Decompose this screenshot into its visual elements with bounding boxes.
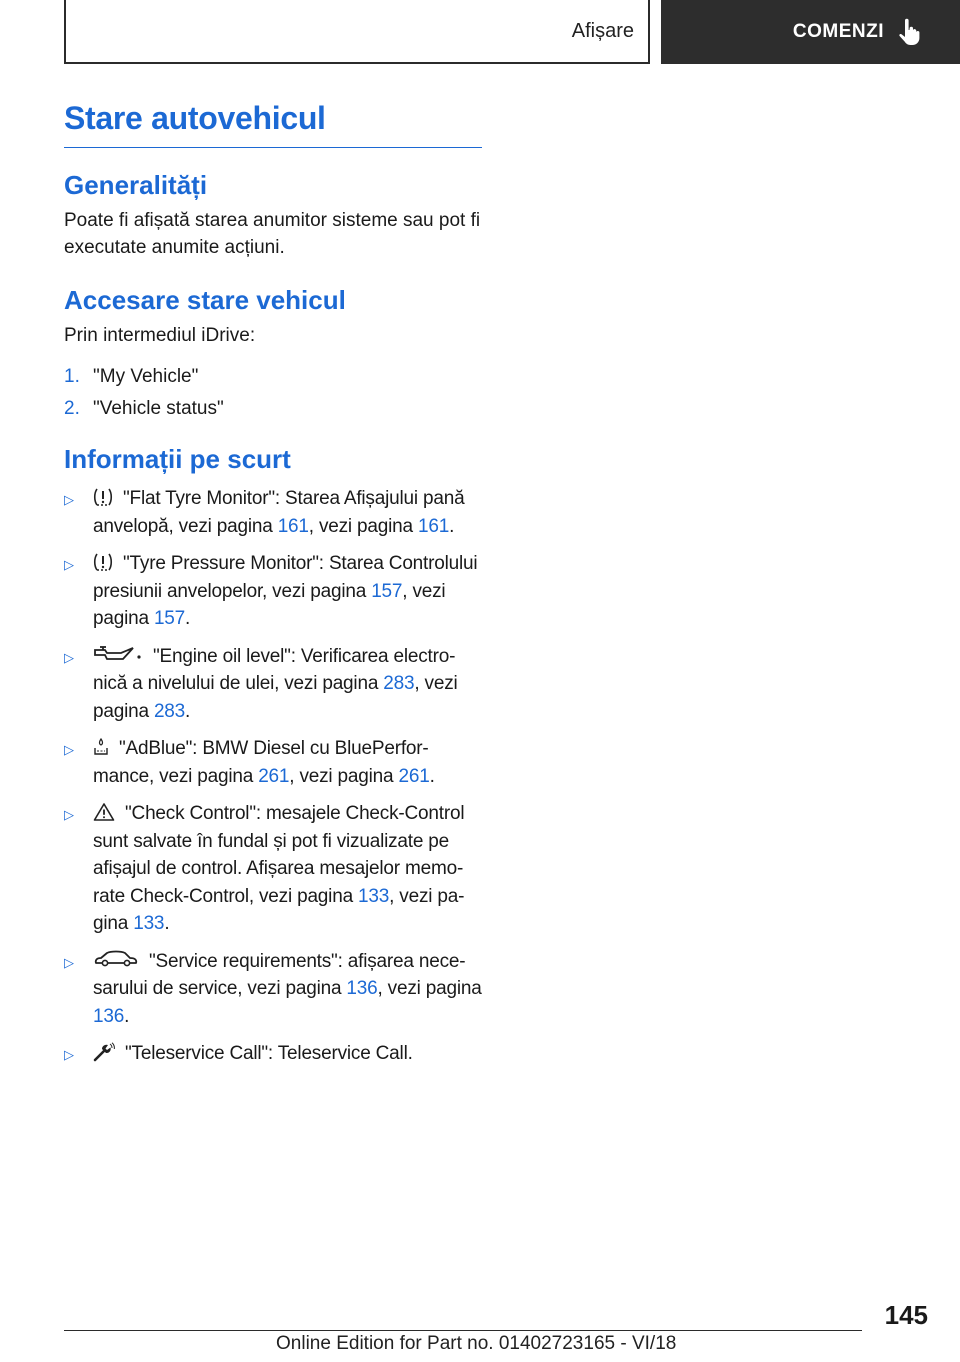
list-item bbox=[64, 485, 482, 540]
car-service-icon bbox=[93, 950, 139, 968]
info-list bbox=[64, 485, 482, 1069]
step-text: "My Vehicle" bbox=[93, 366, 199, 387]
triangle-bullet-icon: ▷ bbox=[64, 492, 74, 507]
page-link[interactable]: 136 bbox=[346, 978, 378, 999]
info-text: , vezi pagina bbox=[308, 515, 418, 537]
info-text: "Check Control": mesajele Check-Control sunt salvate în fundal și pot fi vizualizate pe afișajul de control. Afișarea mesajelor memorate Check-Control, vezi pagina bbox=[93, 803, 465, 907]
adblue-icon bbox=[93, 738, 109, 756]
page-link[interactable]: 157 bbox=[371, 580, 403, 602]
warning-triangle-icon bbox=[93, 802, 115, 822]
page-content bbox=[64, 100, 482, 1079]
page-link[interactable]: 161 bbox=[277, 515, 309, 537]
info-text: . bbox=[449, 515, 455, 537]
page-number: 145 bbox=[884, 1300, 928, 1330]
page-link[interactable]: 261 bbox=[398, 765, 430, 787]
list-item bbox=[64, 363, 482, 390]
header-section-tab[interactable] bbox=[64, 0, 650, 64]
teleservice-wrench-icon bbox=[93, 1042, 115, 1062]
info-text: "Teleservice Call": Teleservice Call. bbox=[125, 1043, 413, 1064]
page-link[interactable]: 161 bbox=[417, 515, 450, 537]
step-number: 2. bbox=[64, 398, 80, 419]
list-item bbox=[64, 643, 482, 726]
triangle-bullet-icon: ▷ bbox=[64, 742, 74, 757]
step-number: 1. bbox=[64, 366, 80, 387]
footer-divider bbox=[64, 1330, 862, 1331]
info-text: "Engine oil level": Verificarea electronică a nivelului de ulei, vezi pagina bbox=[93, 645, 456, 694]
list-item bbox=[64, 735, 482, 790]
tire-warning-icon bbox=[93, 552, 113, 572]
triangle-bullet-icon: ▷ bbox=[64, 557, 74, 572]
section-heading-general: Generalități bbox=[64, 170, 208, 200]
info-text: "Flat Tyre Monitor": Starea Afișajului pană anvelopă, vezi pagina bbox=[93, 488, 465, 537]
tire-warning-icon bbox=[93, 487, 113, 507]
header-chapter-label: COMENZI bbox=[792, 21, 884, 42]
info-text: , vezi pagina bbox=[289, 765, 399, 787]
info-text: , vezi pagina bbox=[93, 580, 446, 629]
triangle-bullet-icon: ▷ bbox=[64, 807, 74, 822]
access-intro: Prin intermediul iDrive: bbox=[64, 325, 256, 346]
list-item bbox=[64, 800, 482, 938]
info-text: "Service requirements": afișarea necesarului de service, vezi pagina bbox=[93, 950, 466, 999]
info-text: , vezi pagina bbox=[93, 885, 465, 934]
info-text: . bbox=[185, 608, 191, 629]
info-text: . bbox=[429, 765, 435, 787]
general-text: Poate fi afișată starea anumitor sisteme sau pot fi executate anumite acțiuni. bbox=[64, 210, 481, 258]
access-steps-list bbox=[64, 363, 482, 422]
page-link[interactable]: 283 bbox=[383, 673, 415, 694]
header-chapter-tab[interactable] bbox=[661, 0, 960, 64]
triangle-bullet-icon: ▷ bbox=[64, 1047, 74, 1062]
list-item bbox=[64, 550, 482, 633]
info-text: . bbox=[124, 1005, 130, 1027]
footer-edition: Online Edition for Part no. 01402723165 - VI/18 bbox=[276, 1333, 677, 1354]
oil-can-icon bbox=[93, 645, 143, 663]
page-link[interactable]: 283 bbox=[153, 700, 186, 722]
triangle-bullet-icon: ▷ bbox=[64, 954, 74, 970]
page-link[interactable]: 133 bbox=[358, 885, 390, 907]
section-heading-access: Accesare stare vehicul bbox=[64, 285, 346, 315]
info-text: . bbox=[164, 913, 170, 934]
info-text: , vezi pagina bbox=[377, 978, 482, 999]
info-text: "Tyre Pressure Monitor": Starea Controlului presiunii anvelopelor, vezi pagina bbox=[93, 553, 478, 602]
list-item bbox=[64, 395, 482, 422]
page-title: Stare autovehicul bbox=[64, 100, 482, 148]
list-item bbox=[64, 1040, 482, 1069]
triangle-bullet-icon: ▷ bbox=[64, 649, 74, 665]
step-text: "Vehicle status" bbox=[93, 398, 224, 419]
page-link[interactable]: 157 bbox=[153, 608, 186, 629]
list-item bbox=[64, 948, 482, 1031]
info-text: , vezi pagina bbox=[93, 673, 458, 722]
page-link[interactable]: 133 bbox=[133, 913, 165, 934]
section-heading-info: Informații pe scurt bbox=[64, 444, 291, 474]
info-text: . bbox=[185, 700, 191, 722]
hand-pointer-icon bbox=[898, 18, 922, 46]
page-link[interactable]: 136 bbox=[93, 1005, 125, 1027]
page-link[interactable]: 261 bbox=[258, 765, 290, 787]
info-text: "AdBlue": BMW Diesel cu BluePerformance, vezi pagina bbox=[93, 738, 429, 787]
header-section-label: Afișare bbox=[571, 19, 634, 42]
